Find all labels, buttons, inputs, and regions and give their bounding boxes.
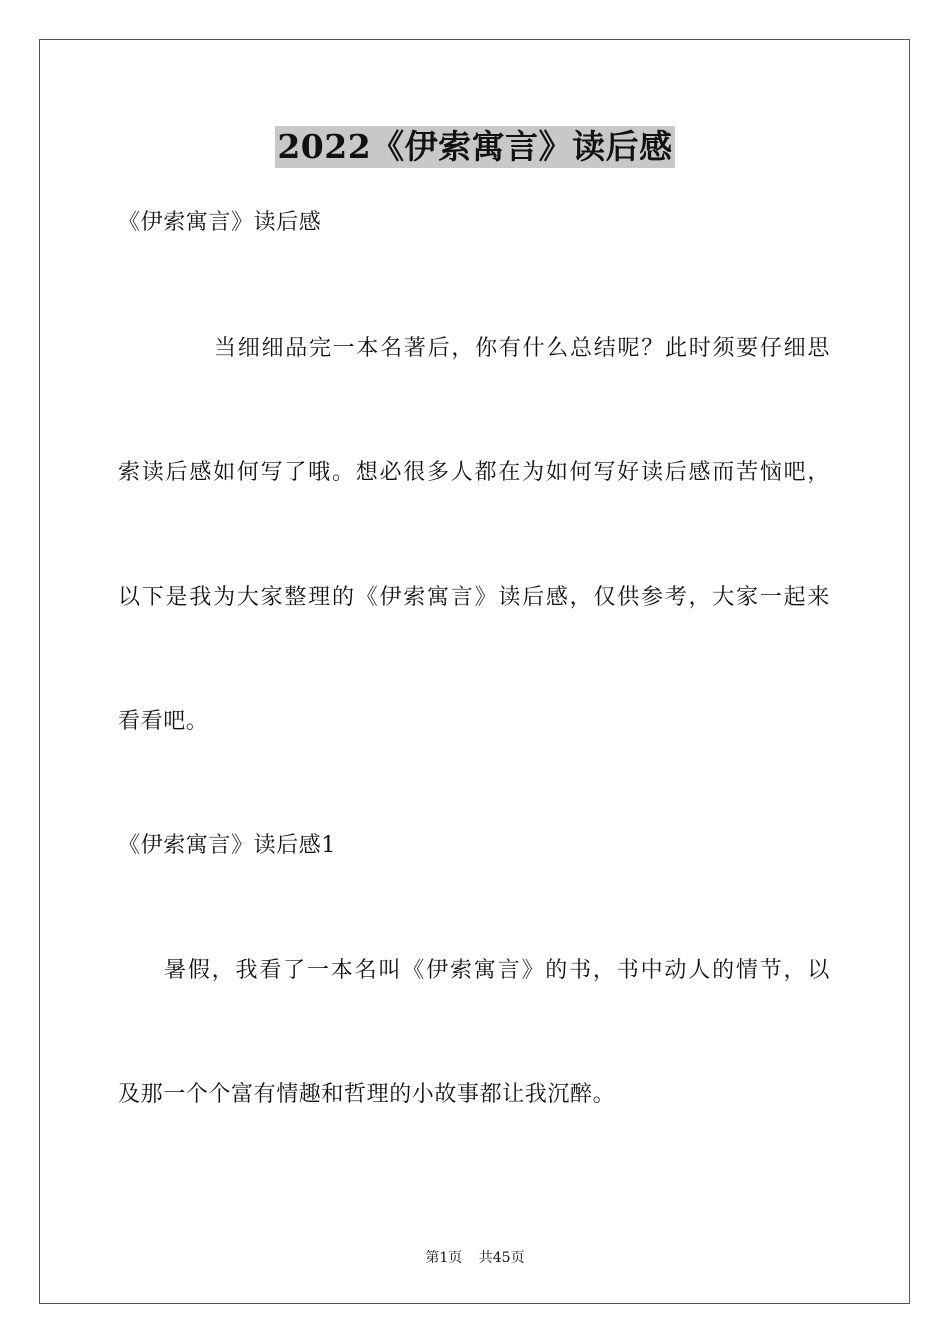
section-line-1: 暑假，我看了一本名叫《伊索寓言》的书，书中动人的情节，以 <box>164 958 830 983</box>
intro-line-3: 以下是我为大家整理的《伊索寓言》读后感，仅供参考，大家一起来 <box>118 585 830 610</box>
section-heading: 《伊索寓言》读后感1 <box>118 833 336 858</box>
page-footer <box>0 1247 950 1267</box>
intro-line-4: 看看吧。 <box>118 709 209 734</box>
document-title: 2022《伊索寓言》读后感 <box>277 127 673 166</box>
document-subtitle: 《伊索寓言》读后感 <box>118 210 322 235</box>
page-number: 第1页 <box>425 1250 463 1266</box>
intro-line-2: 索读后感如何写了哦。想必很多人都在为如何写好读后感而苦恼吧， <box>118 460 830 485</box>
title-container <box>0 126 950 168</box>
intro-line-1: 当细细品完一本名著后，你有什么总结呢？此时须要仔细思 <box>214 336 830 361</box>
section-line-2: 及那一个个富有情趣和哲理的小故事都让我沉醉。 <box>118 1082 616 1107</box>
page-total: 共45页 <box>478 1250 525 1266</box>
